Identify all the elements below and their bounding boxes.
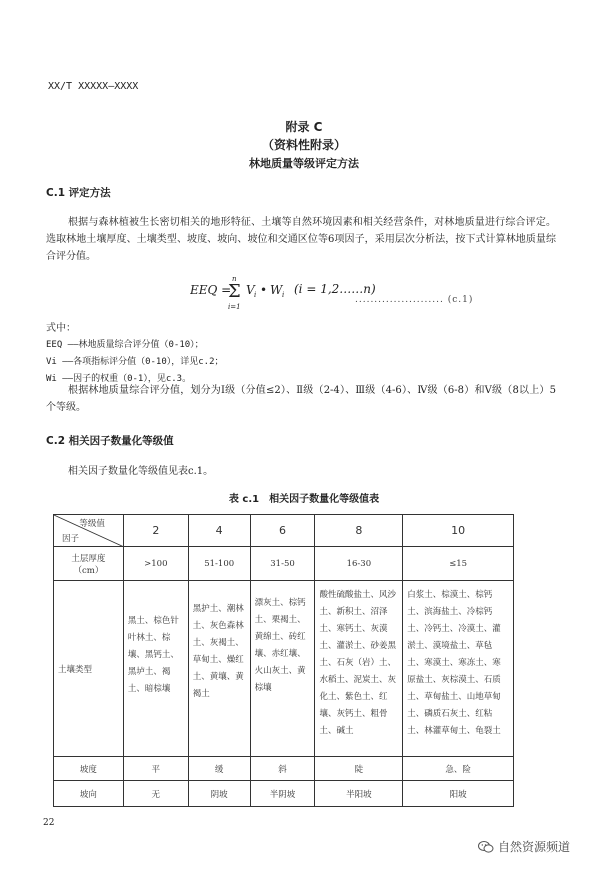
value-cell: 半阴坡 bbox=[250, 781, 315, 807]
value-cell: 阳坡 bbox=[403, 781, 514, 807]
factor-cell: 土壤类型 bbox=[54, 581, 124, 757]
table-row bbox=[54, 547, 514, 581]
formula-ref-line bbox=[355, 295, 473, 305]
appendix-label: 附录 C bbox=[285, 120, 323, 134]
table-caption: 表 c.1 相关因子数量化等级值表 bbox=[228, 494, 380, 505]
svg-text:n: n bbox=[232, 275, 237, 283]
value-cell: 缓 bbox=[188, 757, 250, 781]
def-vi: Vi ——各项指标评分值（0-10），详见c.2； bbox=[46, 357, 224, 367]
value-cell: 51-100 bbox=[188, 547, 250, 581]
grade-table bbox=[53, 514, 514, 807]
value-cell: 黑护土、潮林土、灰色森林土、灰褐土、草甸土、燥红土、黄壤、黄褐土 bbox=[188, 581, 250, 757]
grade-header: 4 bbox=[188, 515, 250, 547]
grading-paragraph: 根据林地质量综合评分值，划分为Ⅰ级（分值≤2）、Ⅱ级（2-4）、Ⅲ级（4-6）、Ⅳ级（6-8）和Ⅴ级（8以上）5个等级。 bbox=[46, 385, 556, 413]
value-cell: 斜 bbox=[250, 757, 315, 781]
def-eeq: EEQ ——林地质量综合评分值（0-10）； bbox=[46, 340, 204, 350]
c2-intro: 相关因子数量化等级值见表c.1。 bbox=[68, 466, 214, 477]
appendix-type: （资料性附录） bbox=[261, 138, 346, 152]
watermark-text: 自然资源频道 bbox=[498, 840, 571, 854]
svg-text:i: i bbox=[254, 291, 257, 299]
wechat-icon bbox=[478, 840, 494, 854]
grade-header: 2 bbox=[123, 515, 188, 547]
c1-paragraph: 根据与森林植被生长密切相关的地形特征、土壤等自然环境因素和相关经营条件，对林地质量进行综合评定。选取林地土壤厚度、土壤类型、坡度、坡向、坡位和交通区位等6项因子，采用层次分析法，按下式计算林地质量综合评分值。 bbox=[46, 217, 556, 262]
section-c1-heading: C.1 评定方法 bbox=[46, 187, 111, 199]
corner-cell bbox=[54, 515, 124, 547]
corner-bottom-label: 因子 bbox=[62, 534, 80, 544]
svg-text:W: W bbox=[270, 283, 283, 297]
value-cell: 陡 bbox=[315, 757, 403, 781]
value-cell: 白浆土、棕漠土、棕钙土、滨海盐土、冷棕钙土、冷钙土、冷漠土、灌淤土、漠境盐土、草毡土、寒漠土、寒冻土、寒原盐土、灰棕漠土、石质土、草甸盐土、山地草甸土、磷质石灰土、红粘土、林灌草甸土、龟裂土 bbox=[403, 581, 514, 757]
svg-text:•: • bbox=[260, 283, 268, 297]
value-cell: 急、险 bbox=[403, 757, 514, 781]
value-cell: 无 bbox=[123, 781, 188, 807]
value-cell: ≤15 bbox=[403, 547, 514, 581]
value-cell: >100 bbox=[123, 547, 188, 581]
grade-header: 8 bbox=[315, 515, 403, 547]
section-c2-heading: C.2 相关因子数量化等级值 bbox=[46, 435, 174, 447]
table-row bbox=[54, 581, 514, 757]
factor-cell: 坡向 bbox=[54, 781, 124, 807]
watermark bbox=[478, 838, 570, 855]
value-cell: 16-30 bbox=[315, 547, 403, 581]
value-cell: 漂灰土、棕钙土、栗褐土、黄绵土、砖红壤、赤红壤、火山灰土、黄棕壤 bbox=[250, 581, 315, 757]
value-cell: 平 bbox=[123, 757, 188, 781]
svg-text:EEQ =: EEQ = bbox=[190, 283, 232, 297]
where-label: 式中： bbox=[46, 323, 76, 334]
grade-header: 10 bbox=[403, 515, 514, 547]
corner-top-label: 等级值 bbox=[79, 519, 105, 529]
svg-text:i=1: i=1 bbox=[228, 303, 241, 311]
appendix-title: 林地质量等级评定方法 bbox=[249, 157, 359, 170]
def-wi: Wi ——因子的权重（0-1），见c.3。 bbox=[46, 374, 192, 384]
grade-header: 6 bbox=[250, 515, 315, 547]
svg-text:V: V bbox=[246, 283, 255, 297]
formula-tail: (i = 1,2……n) bbox=[294, 282, 376, 296]
formula bbox=[190, 272, 550, 312]
table-row bbox=[54, 757, 514, 781]
value-cell: 阴坡 bbox=[188, 781, 250, 807]
table-header-row bbox=[54, 515, 514, 547]
standard-code: XX/T XXXXX—XXXX bbox=[48, 81, 139, 92]
svg-text:i: i bbox=[282, 291, 285, 299]
page-number: 22 bbox=[43, 818, 55, 828]
factor-cell: 土层厚度 （cm） bbox=[54, 547, 124, 581]
value-cell: 半阳坡 bbox=[315, 781, 403, 807]
svg-text:Σ: Σ bbox=[228, 281, 241, 302]
formula-leader: ....................... bbox=[355, 295, 444, 305]
factor-cell: 坡度 bbox=[54, 757, 124, 781]
value-cell: 酸性硫酸盐土、风沙土、新积土、沼泽土、寒钙土、灰漠土、灌淤土、砂姜黑土、石灰（岩）土、水稻土、泥炭土、灰化土、紫色土、红壤、灰钙土、粗骨土、碱土 bbox=[315, 581, 403, 757]
value-cell: 黑土、棕色针叶林土、棕壤、黑钙土、黑垆土、褐土、暗棕壤 bbox=[123, 581, 188, 757]
table-row bbox=[54, 781, 514, 807]
formula-ref: (c.1) bbox=[447, 295, 474, 305]
value-cell: 31-50 bbox=[250, 547, 315, 581]
